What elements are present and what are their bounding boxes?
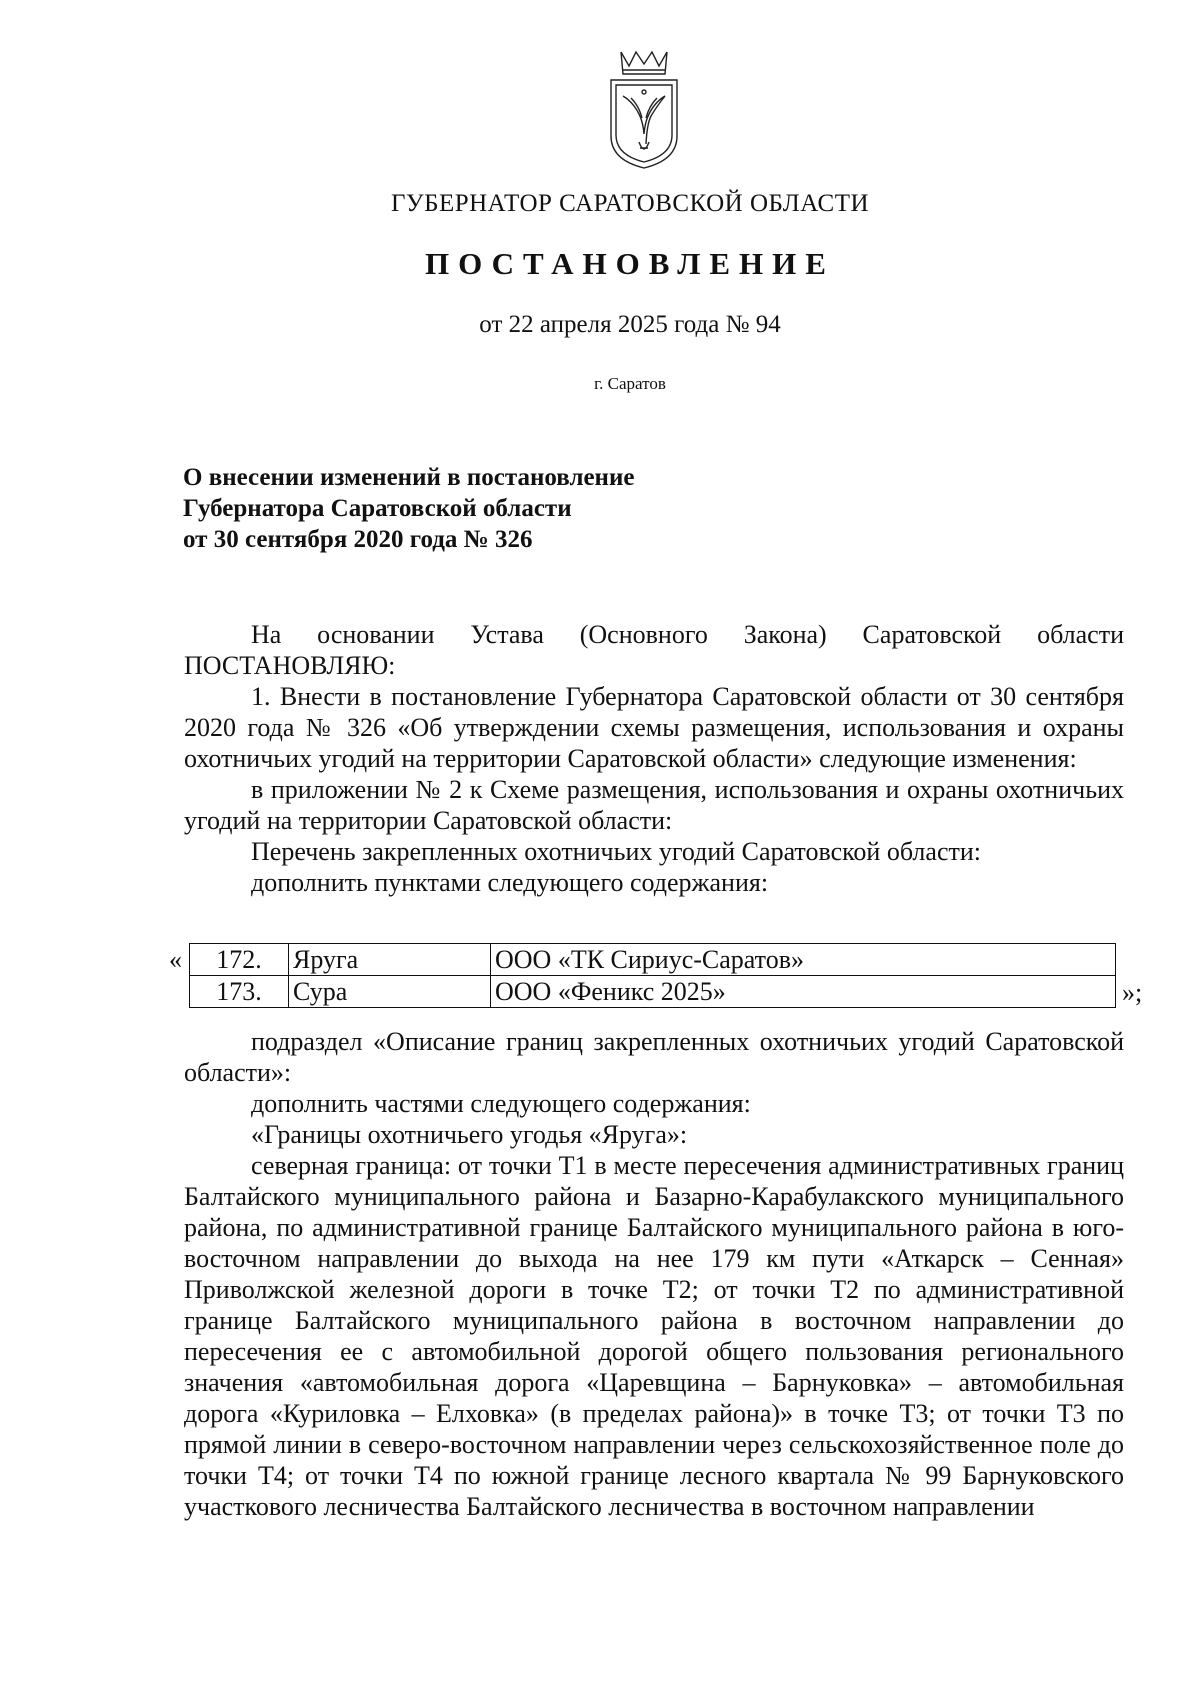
document-date-number: от 22 апреля 2025 года № 94 xyxy=(479,311,781,338)
paragraph-northern-boundary: северная граница: от точки Т1 в месте пересечения административных границ Балтайского муниципального района и Базарно-Карабулакского муниципального района, по административной границе Балтайского муниципального района в юго-восточном направлении до выхода на нее 179 км пути «Аткарск – Сенная» Приволжской железной дороги в точке Т2; от точки Т2 по административной границе Балтайского муниципального района в восточном направлении до пересечения ее с автомобильной дорогой общего пользования регионального значения «автомобильная дорога «Царевщина – Барнуковка» – автомобильная дорога «Куриловка – Елховка» (в пределах района)» в точке Т3; от точки Т3 по прямой линии в северо-восточном направлении через сельскохозяйственное поле до точки Т4; от точки Т4 по южной границе лесного квартала № 99 Барнуковского участкового лесничества Балтайского лесничества в восточном направлении xyxy=(184,1151,1124,1521)
title-line-3: от 30 сентября 2020 года № 326 xyxy=(183,526,533,553)
organization-name: ООО «ТК Сириус-Саратов» xyxy=(491,944,1116,976)
table-row xyxy=(190,944,1116,976)
paragraph-basis: На основании Устава (Основного Закона) Саратовской области ПОСТАНОВЛЯЮ: xyxy=(184,620,1124,680)
authority-name: ГУБЕРНАТОР САРАТОВСКОЙ ОБЛАСТИ xyxy=(390,190,870,217)
document-title xyxy=(183,462,634,555)
paragraph-add-parts: дополнить частями следующего содержания: xyxy=(251,1089,751,1118)
paragraph-item-1: 1. Внести в постановление Губернатора Саратовской области от 30 сентября 2020 года № 326 «Об утверждении схемы размещения, использования и охраны охотничьих угодий на территории Саратовской области» следующие изменения: xyxy=(184,682,1124,773)
table-close-quote: »; xyxy=(1122,978,1143,1007)
title-line-1: О внесении изменений в постановление xyxy=(183,464,635,491)
body-upper xyxy=(184,619,1124,898)
paragraph-subsection: подраздел «Описание границ закрепленных охотничьих угодий Саратовской области»: xyxy=(184,1027,1124,1087)
hunting-grounds-table xyxy=(189,943,1116,1008)
document-city: г. Саратов xyxy=(594,374,666,393)
paragraph-boundaries-heading: «Границы охотничьего угодья «Яруга»: xyxy=(251,1120,688,1149)
body-lower xyxy=(184,1026,1124,1522)
ground-name: Яруга xyxy=(289,944,491,976)
paragraph-appendix: в приложении № 2 к Схеме размещения, использования и охраны охотничьих угодий на территории Саратовской области: xyxy=(184,775,1124,835)
row-number: 173. xyxy=(190,976,289,1008)
hunting-grounds-table-block xyxy=(169,943,1143,1013)
paragraph-list: Перечень закрепленных охотничьих угодий Саратовской области: xyxy=(251,837,981,866)
table-row xyxy=(190,976,1116,1008)
row-number: 172. xyxy=(190,944,289,976)
title-line-2: Губернатора Саратовской области xyxy=(183,495,572,522)
ground-name: Сура xyxy=(289,976,491,1008)
coat-of-arms-emblem xyxy=(599,44,689,172)
table-open-quote: « xyxy=(169,945,182,974)
document-type: ПОСТАНОВЛЕНИЕ xyxy=(425,246,835,281)
organization-name: ООО «Феникс 2025» xyxy=(491,976,1116,1008)
paragraph-add-items: дополнить пунктами следующего содержания: xyxy=(251,868,769,897)
